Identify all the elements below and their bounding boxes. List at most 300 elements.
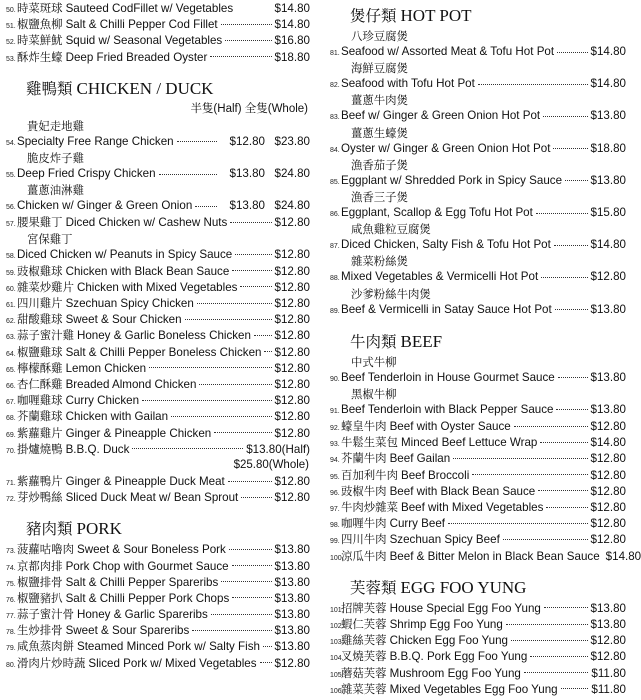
menu-item-price: $14.80 bbox=[590, 436, 626, 450]
menu-item bbox=[330, 434, 626, 450]
menu-item-number: 74. bbox=[6, 564, 16, 572]
menu-item bbox=[330, 269, 626, 285]
menu-item-chinese-name: 雜菜芙蓉 bbox=[341, 681, 387, 696]
menu-item-chinese-name: 椒鹽雞球 bbox=[17, 344, 63, 359]
section-title bbox=[6, 77, 310, 101]
menu-item-number: 90. bbox=[330, 375, 340, 383]
menu-item-name: Seafood with Tofu Hot Pot bbox=[341, 77, 475, 91]
menu-item-chinese-name: 八珍豆腐煲 bbox=[351, 29, 408, 43]
dot-leader bbox=[240, 286, 271, 287]
menu-item bbox=[6, 263, 310, 279]
menu-item-number: 81. bbox=[330, 50, 340, 57]
menu-item-chinese-name: 椒鹽魚柳 bbox=[17, 17, 63, 32]
menu-item-name: Shrimp Egg Foo Yung bbox=[389, 617, 503, 631]
menu-item-price: $13.80 bbox=[590, 402, 626, 416]
menu-item-number: 87. bbox=[330, 243, 340, 251]
menu-item-price: $13.80 bbox=[590, 302, 626, 316]
menu-item bbox=[6, 541, 310, 557]
menu-item-price: $12.80 bbox=[274, 216, 310, 230]
menu-item-chinese-name: 脆皮炸子雞 bbox=[27, 150, 84, 165]
dot-leader bbox=[453, 458, 587, 459]
menu-item bbox=[6, 574, 310, 590]
section-title bbox=[330, 330, 626, 354]
menu-item-price: $12.80 bbox=[590, 468, 626, 482]
menu-item-number: 50. bbox=[6, 7, 16, 14]
dot-leader bbox=[221, 24, 272, 25]
menu-item-number: 95. bbox=[330, 473, 340, 481]
menu-item-price: $12.80 bbox=[590, 634, 626, 648]
menu-item-number: 93. bbox=[330, 441, 340, 449]
dot-leader bbox=[540, 442, 587, 443]
menu-item-name: Squid w/ Seasonal Vegetables bbox=[65, 34, 223, 48]
menu-item-price: $18.80 bbox=[590, 141, 626, 155]
menu-item bbox=[6, 473, 310, 489]
dot-leader bbox=[177, 141, 217, 142]
menu-item-name: Eggplant, Scallop & Egg Tofu Hot Pot bbox=[341, 205, 533, 219]
menu-item-price: $12.80 bbox=[274, 264, 310, 278]
menu-item-number: 67. bbox=[6, 399, 16, 407]
dot-leader bbox=[544, 607, 588, 608]
dot-leader bbox=[565, 180, 587, 181]
menu-item-chinese-name: 生炒排骨 bbox=[17, 623, 63, 638]
menu-item-number: 85. bbox=[330, 178, 340, 186]
menu-item-chinese-name: 酥炸生蠔 bbox=[17, 49, 63, 64]
menu-item-chinese-name: 中式牛柳 bbox=[351, 354, 397, 369]
section-title-chinese: 豬肉類 bbox=[26, 520, 73, 539]
section-title-chinese: 煲仔類 bbox=[350, 7, 397, 25]
spacer bbox=[6, 505, 310, 513]
menu-item-name: Sweet & Sour Boneless Pork bbox=[76, 543, 226, 557]
menu-item bbox=[330, 76, 626, 92]
menu-item-chinese-name: 海鮮豆腐煲 bbox=[351, 61, 408, 76]
menu-item-chinese-name: 黑椒牛柳 bbox=[351, 386, 397, 401]
menu-item-chinese-name: 時菜斑球 bbox=[17, 1, 63, 15]
menu-item bbox=[330, 665, 626, 681]
menu-item bbox=[330, 173, 626, 189]
menu-item bbox=[6, 606, 310, 622]
menu-item-number: 52. bbox=[6, 39, 16, 47]
menu-item bbox=[6, 134, 310, 150]
section-title-english: EGG FOO YUNG bbox=[400, 577, 527, 597]
menu-item-number: 104. bbox=[330, 655, 344, 663]
menu-item-price: $12.80 bbox=[274, 247, 310, 261]
menu-item-price: $13.80 bbox=[274, 640, 310, 654]
menu-item-chinese-name: 紫蘿鴨片 bbox=[17, 473, 63, 488]
menu-item-price: $12.80 bbox=[274, 426, 310, 440]
menu-item-chinese-name: 咸魚雞粒豆腐煲 bbox=[351, 222, 431, 237]
menu-item-chinese-name: 芥蘭雞球 bbox=[17, 409, 63, 424]
dot-leader bbox=[524, 672, 589, 673]
menu-item-chinese-name: 薑蔥生蠔煲 bbox=[351, 125, 408, 140]
dot-leader bbox=[149, 367, 271, 368]
dot-leader bbox=[230, 222, 271, 223]
menu-item bbox=[330, 108, 626, 124]
dot-leader bbox=[214, 432, 271, 433]
menu-item-price-half: $12.80 bbox=[229, 134, 265, 148]
dot-leader bbox=[263, 646, 272, 647]
menu-item-price: $12.80 bbox=[590, 533, 626, 547]
menu-item-number: 66. bbox=[6, 383, 16, 390]
menu-item-name: Honey & Garlic Spareribs bbox=[76, 608, 208, 622]
menu-item-name: Diced Chicken w/ Cashew Nuts bbox=[65, 216, 228, 230]
section-title bbox=[6, 517, 310, 541]
menu-item-chinese-name: 時菜鮮魷 bbox=[17, 33, 63, 48]
menu-item-chinese-name: 宮保雞丁 bbox=[27, 231, 73, 246]
menu-item-price: $12.80 bbox=[274, 491, 310, 505]
menu-item-chinese-name: 芽炒鴨絲 bbox=[17, 490, 63, 505]
menu-item-name: Ginger & Pineapple Duck Meat bbox=[65, 474, 225, 488]
menu-item-name: Chicken Egg Foo Yung bbox=[389, 634, 508, 648]
menu-item-number: 61. bbox=[6, 302, 16, 310]
menu-item-number: 69. bbox=[6, 431, 16, 439]
menu-item-price: $11.80 bbox=[591, 666, 626, 680]
menu-item-price: $12.80 bbox=[274, 361, 310, 375]
menu-item bbox=[6, 327, 310, 343]
menu-item-price: $14.80 bbox=[590, 45, 626, 58]
menu-item-number: 71. bbox=[6, 479, 16, 487]
section-title-english: HOT POT bbox=[400, 6, 472, 25]
dot-leader bbox=[536, 213, 588, 214]
dot-leader bbox=[211, 614, 272, 615]
menu-item-chinese-name: 檸檬酥雞 bbox=[17, 360, 63, 375]
menu-item-number: 70. bbox=[6, 447, 16, 455]
menu-left-column bbox=[6, 0, 310, 671]
menu-item bbox=[6, 425, 310, 441]
menu-item bbox=[330, 302, 626, 318]
menu-item-price: $12.80 bbox=[274, 280, 310, 294]
menu-item bbox=[6, 247, 310, 263]
menu-item bbox=[6, 441, 310, 457]
menu-item-price: $12.80 bbox=[590, 517, 626, 531]
menu-item-chinese-name: 四川牛肉 bbox=[341, 532, 387, 547]
dot-leader bbox=[232, 597, 271, 598]
menu-item-number: 103. bbox=[330, 639, 344, 647]
menu-item-name: Beef & Vermicelli in Satay Sauce Hot Pot bbox=[341, 302, 552, 316]
menu-item bbox=[6, 408, 310, 424]
menu-item-name: Beef w/ Ginger & Green Onion Hot Pot bbox=[341, 109, 541, 123]
dot-leader bbox=[232, 565, 272, 566]
dot-leader bbox=[225, 40, 271, 41]
menu-item-price: $13.80 bbox=[274, 559, 310, 573]
spacer bbox=[330, 564, 626, 572]
menu-item-number: 73. bbox=[6, 548, 16, 556]
dot-leader bbox=[210, 56, 271, 57]
menu-item-price: $13.80 bbox=[274, 591, 310, 605]
menu-item-name: Szechuan Spicy Beef bbox=[389, 533, 500, 547]
menu-item-chinese-name: 四川雞片 bbox=[17, 296, 63, 311]
menu-item-number: 79. bbox=[6, 645, 16, 653]
menu-item-number: 55. bbox=[6, 171, 16, 179]
menu-item-number: 58. bbox=[6, 252, 16, 260]
menu-item-number: 65. bbox=[6, 366, 16, 374]
menu-item-chinese-name: 紫蘿雞片 bbox=[17, 425, 63, 440]
menu-item-name: Specialty Free Range Chicken bbox=[17, 134, 174, 148]
dot-leader bbox=[235, 254, 271, 255]
menu-item-name: Chicken with Black Bean Sauce bbox=[65, 264, 230, 278]
menu-right-column bbox=[330, 0, 641, 697]
menu-item-chinese-name: 椒鹽豬扒 bbox=[17, 590, 63, 605]
menu-item-chinese-name: 芥蘭牛肉 bbox=[341, 451, 387, 466]
menu-item bbox=[6, 49, 310, 65]
menu-item-number: 62. bbox=[6, 318, 16, 326]
menu-item-price: $14.80 bbox=[590, 77, 626, 91]
menu-item-chinese-name: 薑蔥牛肉煲 bbox=[351, 93, 408, 108]
menu-item-chinese-name: 甜酸雞球 bbox=[17, 312, 63, 327]
menu-item bbox=[330, 141, 626, 157]
menu-item bbox=[330, 648, 626, 664]
menu-item-price-whole: $24.80 bbox=[274, 199, 310, 213]
menu-item-chinese-name: 蒜子蜜汁骨 bbox=[17, 607, 74, 622]
menu-item-name: Pork Chop with Gourmet Sauce bbox=[65, 559, 229, 573]
dot-leader bbox=[448, 523, 588, 524]
section-title-chinese: 芙蓉類 bbox=[350, 578, 397, 597]
menu-item-name: Beef with Mixed Vegetables bbox=[400, 501, 544, 514]
menu-item-name: Chicken with Mixed Vegetables bbox=[76, 280, 238, 294]
menu-item-price-half: $13.80 bbox=[229, 199, 265, 213]
menu-item-chinese-name: 腰果雞丁 bbox=[17, 215, 63, 230]
menu-item-price: $14.80 bbox=[590, 238, 626, 252]
menu-item bbox=[330, 548, 641, 564]
menu-item-price: $13.80 bbox=[590, 173, 626, 187]
menu-item-name: Beef & Bitter Melon in Black Bean Sauce bbox=[389, 549, 600, 563]
menu-item-name: Minced Beef Lettuce Wrap bbox=[400, 436, 538, 450]
menu-item-name: Chicken w/ Ginger & Green Onion bbox=[17, 199, 193, 213]
dot-leader bbox=[530, 656, 587, 657]
menu-item-name: Beef Broccoli bbox=[400, 468, 470, 482]
menu-item-name: Mixed Vegetables & Vermicelli Hot Pot bbox=[341, 270, 539, 284]
menu-item-name: Sliced Duck Meat w/ Bean Sprout bbox=[65, 491, 239, 505]
menu-item-price: $14.80 bbox=[274, 18, 310, 32]
menu-item bbox=[6, 344, 310, 360]
menu-item-number: 60. bbox=[6, 285, 16, 293]
menu-item-chinese-name: 涼瓜牛肉 bbox=[341, 548, 387, 563]
menu-item-name: Salt & Chilli Pepper Pork Chops bbox=[65, 591, 230, 605]
menu-item-number: 84. bbox=[330, 146, 340, 154]
menu-item-price-half: $13.80 bbox=[229, 166, 265, 180]
menu-item-price: $12.80 bbox=[274, 410, 310, 424]
menu-item bbox=[330, 600, 626, 616]
menu-item-chinese-name: 咖喱牛肉 bbox=[341, 516, 387, 531]
menu-item bbox=[330, 370, 626, 386]
menu-item-number: 94. bbox=[330, 457, 340, 465]
menu-item-chinese-name: 杏仁酥雞 bbox=[17, 377, 63, 391]
dot-leader bbox=[554, 245, 588, 246]
portion-header: 半隻(Half) 全隻(Whole) bbox=[190, 102, 308, 115]
menu-item-chinese-name: 沙爹粉絲牛肉煲 bbox=[351, 286, 431, 301]
menu-item-number: 100. bbox=[330, 554, 344, 562]
menu-item-chinese-name: 滑肉片炒時蔬 bbox=[17, 655, 86, 670]
menu-item-price: $12.80 bbox=[590, 452, 626, 466]
dot-leader bbox=[511, 640, 588, 641]
menu-item-price-half: $13.80(Half) bbox=[246, 442, 310, 456]
menu-item-number: 51. bbox=[6, 23, 16, 31]
menu-item-name: House Special Egg Foo Yung bbox=[389, 601, 541, 615]
menu-item-chinese-name: 牛肉炒雜菜 bbox=[341, 500, 398, 514]
menu-item-chinese-name: 蝦仁芙蓉 bbox=[341, 616, 387, 631]
dot-leader bbox=[503, 539, 588, 540]
menu-item-name: Honey & Garlic Boneless Chicken bbox=[76, 329, 251, 343]
spacer bbox=[6, 65, 310, 73]
section-title-english: CHICKEN / DUCK bbox=[76, 78, 214, 98]
section-title-english: BEEF bbox=[400, 331, 443, 351]
dot-leader bbox=[543, 116, 587, 117]
menu-item-price: $13.80 bbox=[274, 608, 310, 622]
menu-item-price: $12.80 bbox=[274, 394, 310, 408]
dot-leader bbox=[254, 335, 272, 336]
menu-item-chinese-name: 菠蘿咕嚕肉 bbox=[17, 542, 74, 557]
section-title-chinese: 牛肉類 bbox=[350, 332, 397, 351]
menu-item bbox=[330, 515, 626, 531]
section-title bbox=[330, 4, 626, 28]
menu-item bbox=[6, 311, 310, 327]
menu-item bbox=[6, 638, 310, 654]
menu-item-chinese-name: 豉椒雞球 bbox=[17, 263, 63, 278]
menu-item-price-whole: $23.80 bbox=[274, 134, 310, 148]
menu-item-price: $13.80 bbox=[590, 109, 626, 123]
menu-item bbox=[6, 590, 310, 606]
menu-item bbox=[330, 531, 626, 547]
menu-item bbox=[330, 483, 626, 499]
menu-item-chinese-name: 咖喱雞球 bbox=[17, 393, 63, 408]
menu-item-name: Beef Gailan bbox=[389, 452, 451, 466]
menu-item-price: $12.80 bbox=[590, 501, 626, 514]
menu-item-price: $13.80 bbox=[274, 575, 310, 589]
dot-leader bbox=[221, 581, 271, 582]
menu-item bbox=[6, 655, 310, 671]
menu-item bbox=[6, 360, 310, 376]
menu-item-number: 80. bbox=[6, 661, 16, 669]
menu-item-number: 75. bbox=[6, 580, 16, 588]
menu-item-chinese-name: 薑蔥油淋雞 bbox=[27, 183, 84, 198]
menu-item-price: $13.80 bbox=[590, 617, 626, 631]
menu-item-name: Szechuan Spicy Chicken bbox=[65, 297, 194, 311]
menu-item-price: $12.80 bbox=[274, 329, 310, 343]
menu-item-number: 99. bbox=[330, 538, 340, 546]
dot-leader bbox=[264, 351, 271, 352]
menu-item-chinese-name: 百加利牛肉 bbox=[341, 467, 398, 482]
menu-item-chinese-name: 蘑菇芙蓉 bbox=[341, 665, 387, 680]
menu-item-price: $12.80 bbox=[590, 270, 626, 284]
dot-leader bbox=[546, 507, 587, 508]
dot-leader bbox=[506, 624, 588, 625]
menu-item bbox=[330, 467, 626, 483]
menu-item-chinese-name: 雜菜炒雞片 bbox=[17, 279, 74, 294]
menu-item-name: Mushroom Egg Foo Yung bbox=[389, 666, 521, 680]
menu-item bbox=[330, 237, 626, 253]
dot-leader bbox=[514, 426, 588, 427]
menu-item-number: 89. bbox=[330, 307, 340, 315]
menu-item bbox=[6, 558, 310, 574]
menu-item-number: 98. bbox=[330, 522, 340, 530]
dot-leader bbox=[195, 206, 217, 207]
menu-item-chinese-name: 漁香茄子煲 bbox=[351, 157, 408, 172]
menu-item bbox=[6, 295, 310, 311]
dot-leader bbox=[558, 377, 588, 378]
menu-item-chinese-name: 牛鬆生菜包 bbox=[341, 435, 398, 450]
menu-item-name: Diced Chicken, Salty Fish & Tofu Hot Pot bbox=[341, 238, 551, 252]
menu-item bbox=[330, 616, 626, 632]
dot-leader bbox=[538, 490, 587, 491]
menu-item-name: Chicken with Gailan bbox=[65, 410, 169, 424]
menu-item-chinese-name: 蠔皇牛肉 bbox=[341, 419, 387, 434]
menu-item-chinese-name: 咸魚蒸肉餅 bbox=[17, 639, 74, 654]
menu-item-name: Salt & Chilli Pepper Spareribs bbox=[65, 575, 219, 589]
menu-item-number: 88. bbox=[330, 275, 340, 283]
menu-item bbox=[330, 632, 626, 648]
menu-item-number: 96. bbox=[330, 489, 340, 497]
menu-item-price-whole: $24.80 bbox=[274, 166, 310, 180]
menu-item-number: 86. bbox=[330, 210, 340, 218]
dot-leader bbox=[541, 277, 587, 278]
menu-item-number: 106. bbox=[330, 687, 344, 695]
dot-leader bbox=[232, 270, 271, 271]
menu-item-name: Sauteed CodFillet w/ Vegetables bbox=[65, 2, 234, 15]
menu-item-number: 92. bbox=[330, 425, 340, 433]
menu-item bbox=[330, 681, 626, 697]
menu-item-number: 56. bbox=[6, 204, 16, 212]
menu-item bbox=[330, 402, 626, 418]
dot-leader bbox=[142, 400, 272, 401]
menu-item-price: $13.80 bbox=[274, 624, 310, 638]
menu-item-price: $14.80 bbox=[605, 549, 641, 563]
menu-item-number: 59. bbox=[6, 269, 16, 277]
menu-item-number: 72. bbox=[6, 496, 16, 504]
menu-item bbox=[6, 279, 310, 295]
menu-item-name: B.B.Q. Duck bbox=[65, 442, 130, 456]
menu-item-number: 101. bbox=[330, 606, 344, 614]
menu-item-name: Beef Tenderloin in House Gourmet Sauce bbox=[341, 370, 555, 384]
menu-item-number: 54. bbox=[6, 139, 16, 147]
menu-item-chinese-name: 雞絲芙蓉 bbox=[341, 633, 387, 648]
menu-item-chinese-name: 叉燒芙蓉 bbox=[341, 649, 387, 664]
dot-leader bbox=[199, 384, 271, 385]
menu-item-price: $12.80 bbox=[274, 378, 310, 391]
section-title-english: PORK bbox=[76, 519, 122, 539]
menu-item-number: 82. bbox=[330, 82, 340, 90]
menu-item-number: 68. bbox=[6, 415, 16, 423]
menu-item-chinese-name: 掛爐燒鴨 bbox=[17, 441, 63, 456]
menu-item-name: Beef Tenderloin with Black Pepper Sauce bbox=[341, 402, 554, 416]
menu-item-price: $12.80 bbox=[274, 474, 310, 488]
menu-item-chinese-name: 豉椒牛肉 bbox=[341, 483, 387, 498]
menu-item-name: Oyster w/ Ginger & Green Onion Hot Pot bbox=[341, 141, 551, 155]
menu-item-price: $12.80 bbox=[274, 313, 310, 327]
menu-item-number: 53. bbox=[6, 55, 16, 63]
menu-item-name: Salt & Chilli Pepper Cod Fillet bbox=[65, 18, 218, 32]
menu-item-name: Salt & Chilli Pepper Boneless Chicken bbox=[65, 345, 262, 359]
dot-leader bbox=[472, 474, 587, 475]
dot-leader bbox=[555, 309, 588, 310]
menu-item bbox=[6, 622, 310, 638]
menu-item-name: Sliced Pork w/ Mixed Vegetables bbox=[88, 656, 257, 670]
menu-item-price: $13.80 bbox=[590, 601, 626, 615]
menu-item-name: Curry Beef bbox=[389, 517, 445, 531]
menu-item-price: $12.80 bbox=[590, 650, 626, 664]
menu-item-price: $15.80 bbox=[590, 205, 626, 219]
menu-item-number: 57. bbox=[6, 221, 16, 229]
menu-item-name: Steamed Minced Pork w/ Salty Fish bbox=[76, 640, 260, 654]
menu-item bbox=[330, 499, 626, 515]
menu-item bbox=[6, 392, 310, 408]
menu-item-chinese-name: 招牌芙蓉 bbox=[341, 600, 387, 615]
menu-item-chinese-name: 椒鹽排骨 bbox=[17, 574, 63, 589]
menu-item-chinese-name: 漁香三子煲 bbox=[351, 189, 408, 204]
menu-item-chinese-name: 京都肉排 bbox=[17, 558, 63, 573]
menu-item bbox=[6, 214, 310, 230]
menu-item-number: 91. bbox=[330, 407, 340, 415]
menu-item-number: 64. bbox=[6, 350, 16, 358]
dot-leader bbox=[241, 497, 271, 498]
